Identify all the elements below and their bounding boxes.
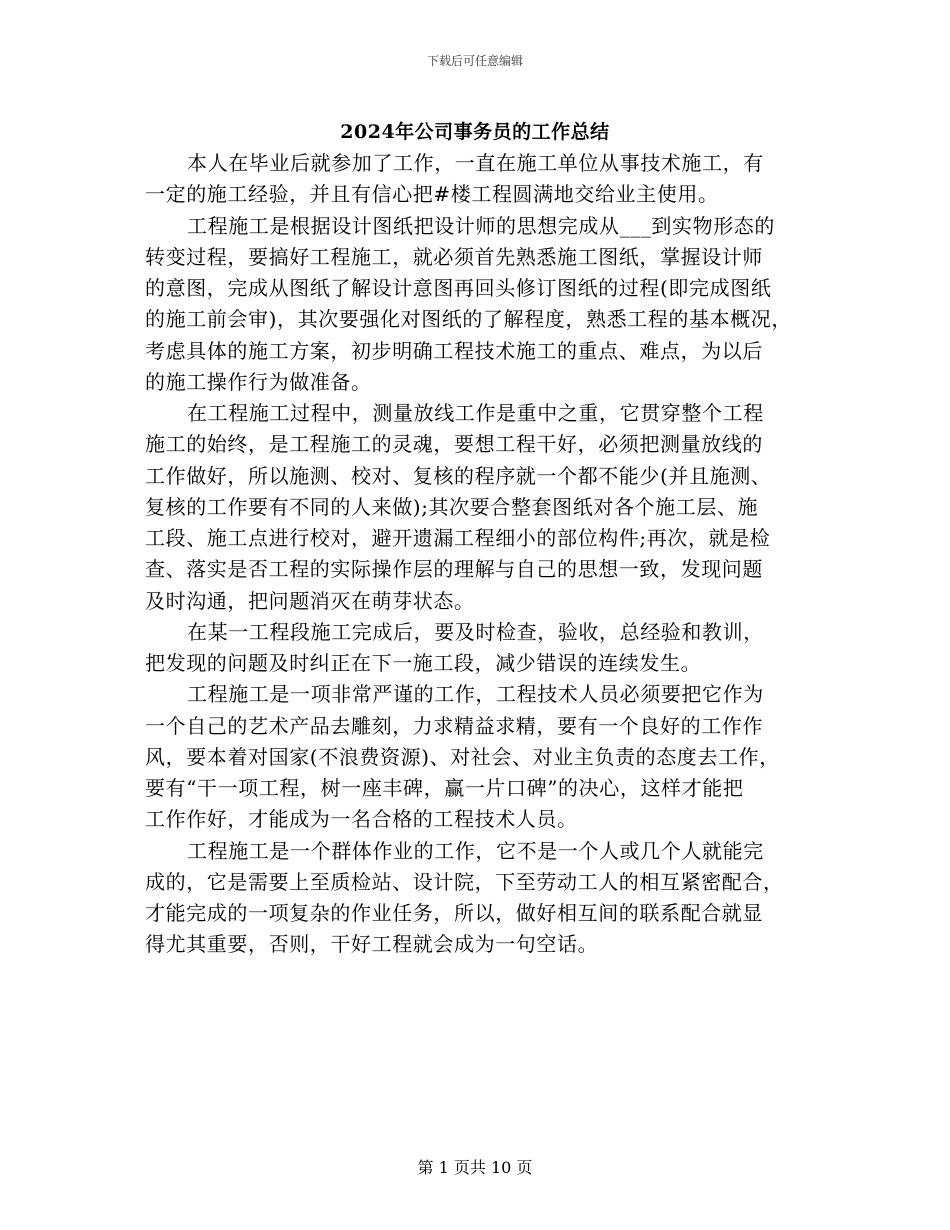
- body-line: 才能完成的一项复杂的作业任务，所以，做好相互间的联系配合就显: [145, 901, 763, 925]
- body-line: 要有“干一项工程，树一座丰碑，赢一片口碑”的决心，这样才能把: [145, 776, 744, 800]
- body-line: 工段、施工点进行校对，避开遗漏工程细小的部位构件;再次，就是检: [145, 526, 771, 550]
- page-footer: 第 1 页共 10 页: [417, 1158, 533, 1177]
- body-line: 施工的始终，是工程施工的灵魂，要想工程干好，必须把测量放线的: [145, 432, 763, 457]
- body-line: 得尤其重要，否则，干好工程就会成为一句空话。: [145, 932, 599, 957]
- body-line: 的施工操作行为做准备。: [145, 369, 372, 394]
- body-line: 本人在毕业后就参加了工作，一直在施工单位从事技术施工，有: [187, 151, 764, 175]
- body-line: 考虑具体的施工方案，初步明确工程技术施工的重点、难点，为以后: [145, 338, 763, 363]
- header-note: 下载后可任意编辑: [426, 54, 523, 68]
- body-line: 在某一工程段施工完成后，要及时检查，验收，总经验和教训，: [187, 619, 764, 644]
- body-line: 工程施工是一项非常严谨的工作，工程技术人员必须要把它作为: [187, 682, 764, 707]
- body-line: 查、落实是否工程的实际操作层的理解与自己的思想一致，发现问题: [145, 557, 763, 582]
- body-line: 在工程施工过程中，测量放线工作是重中之重，它贯穿整个工程: [187, 401, 764, 425]
- body-line: 风，要本着对国家(不浪费资源)、对社会、对业主负责的态度去工作，: [145, 744, 780, 769]
- body-line: 一个自己的艺术产品去雕刻，力求精益求精，要有一个良好的工作作: [145, 713, 763, 738]
- body-line: 一定的施工经验，并且有信心把#楼工程圆满地交给业主使用。: [145, 182, 719, 207]
- body-line: 及时沟通，把问题消灭在萌芽状态。: [145, 588, 475, 613]
- body-line: 的施工前会审)，其次要强化对图纸的了解程度，熟悉工程的基本概况，: [145, 307, 793, 332]
- body-line: 转变过程，要搞好工程施工，就必须首先熟悉施工图纸，掌握设计师: [145, 244, 763, 269]
- body-line: 成的，它是需要上至质检站、设计院，下至劳动工人的相互紧密配合，: [145, 869, 784, 894]
- body-line: 工程施工是一个群体作业的工作，它不是一个人或几个人就能完: [187, 838, 764, 863]
- body-line: 工程施工是根据设计图纸把设计师的思想完成从___到实物形态的: [187, 213, 775, 238]
- body-line: 把发现的问题及时纠正在下一施工段，减少错误的连续发生。: [145, 651, 702, 675]
- body-line: 工作做好，所以施测、校对、复核的程序就一个都不能少(并且施测、: [145, 463, 772, 488]
- body-line: 的意图，完成从图纸了解设计意图再回头修订图纸的过程(即完成图纸: [145, 276, 772, 300]
- document-title: 2024年公司事务员的工作总结: [340, 121, 610, 143]
- body-line: 工作作好，才能成为一名合格的工程技术人员。: [145, 807, 578, 832]
- document-body: [145, 148, 825, 961]
- body-line: 复核的工作要有不同的人来做);其次要合整套图纸对各个施工层、施: [145, 494, 759, 519]
